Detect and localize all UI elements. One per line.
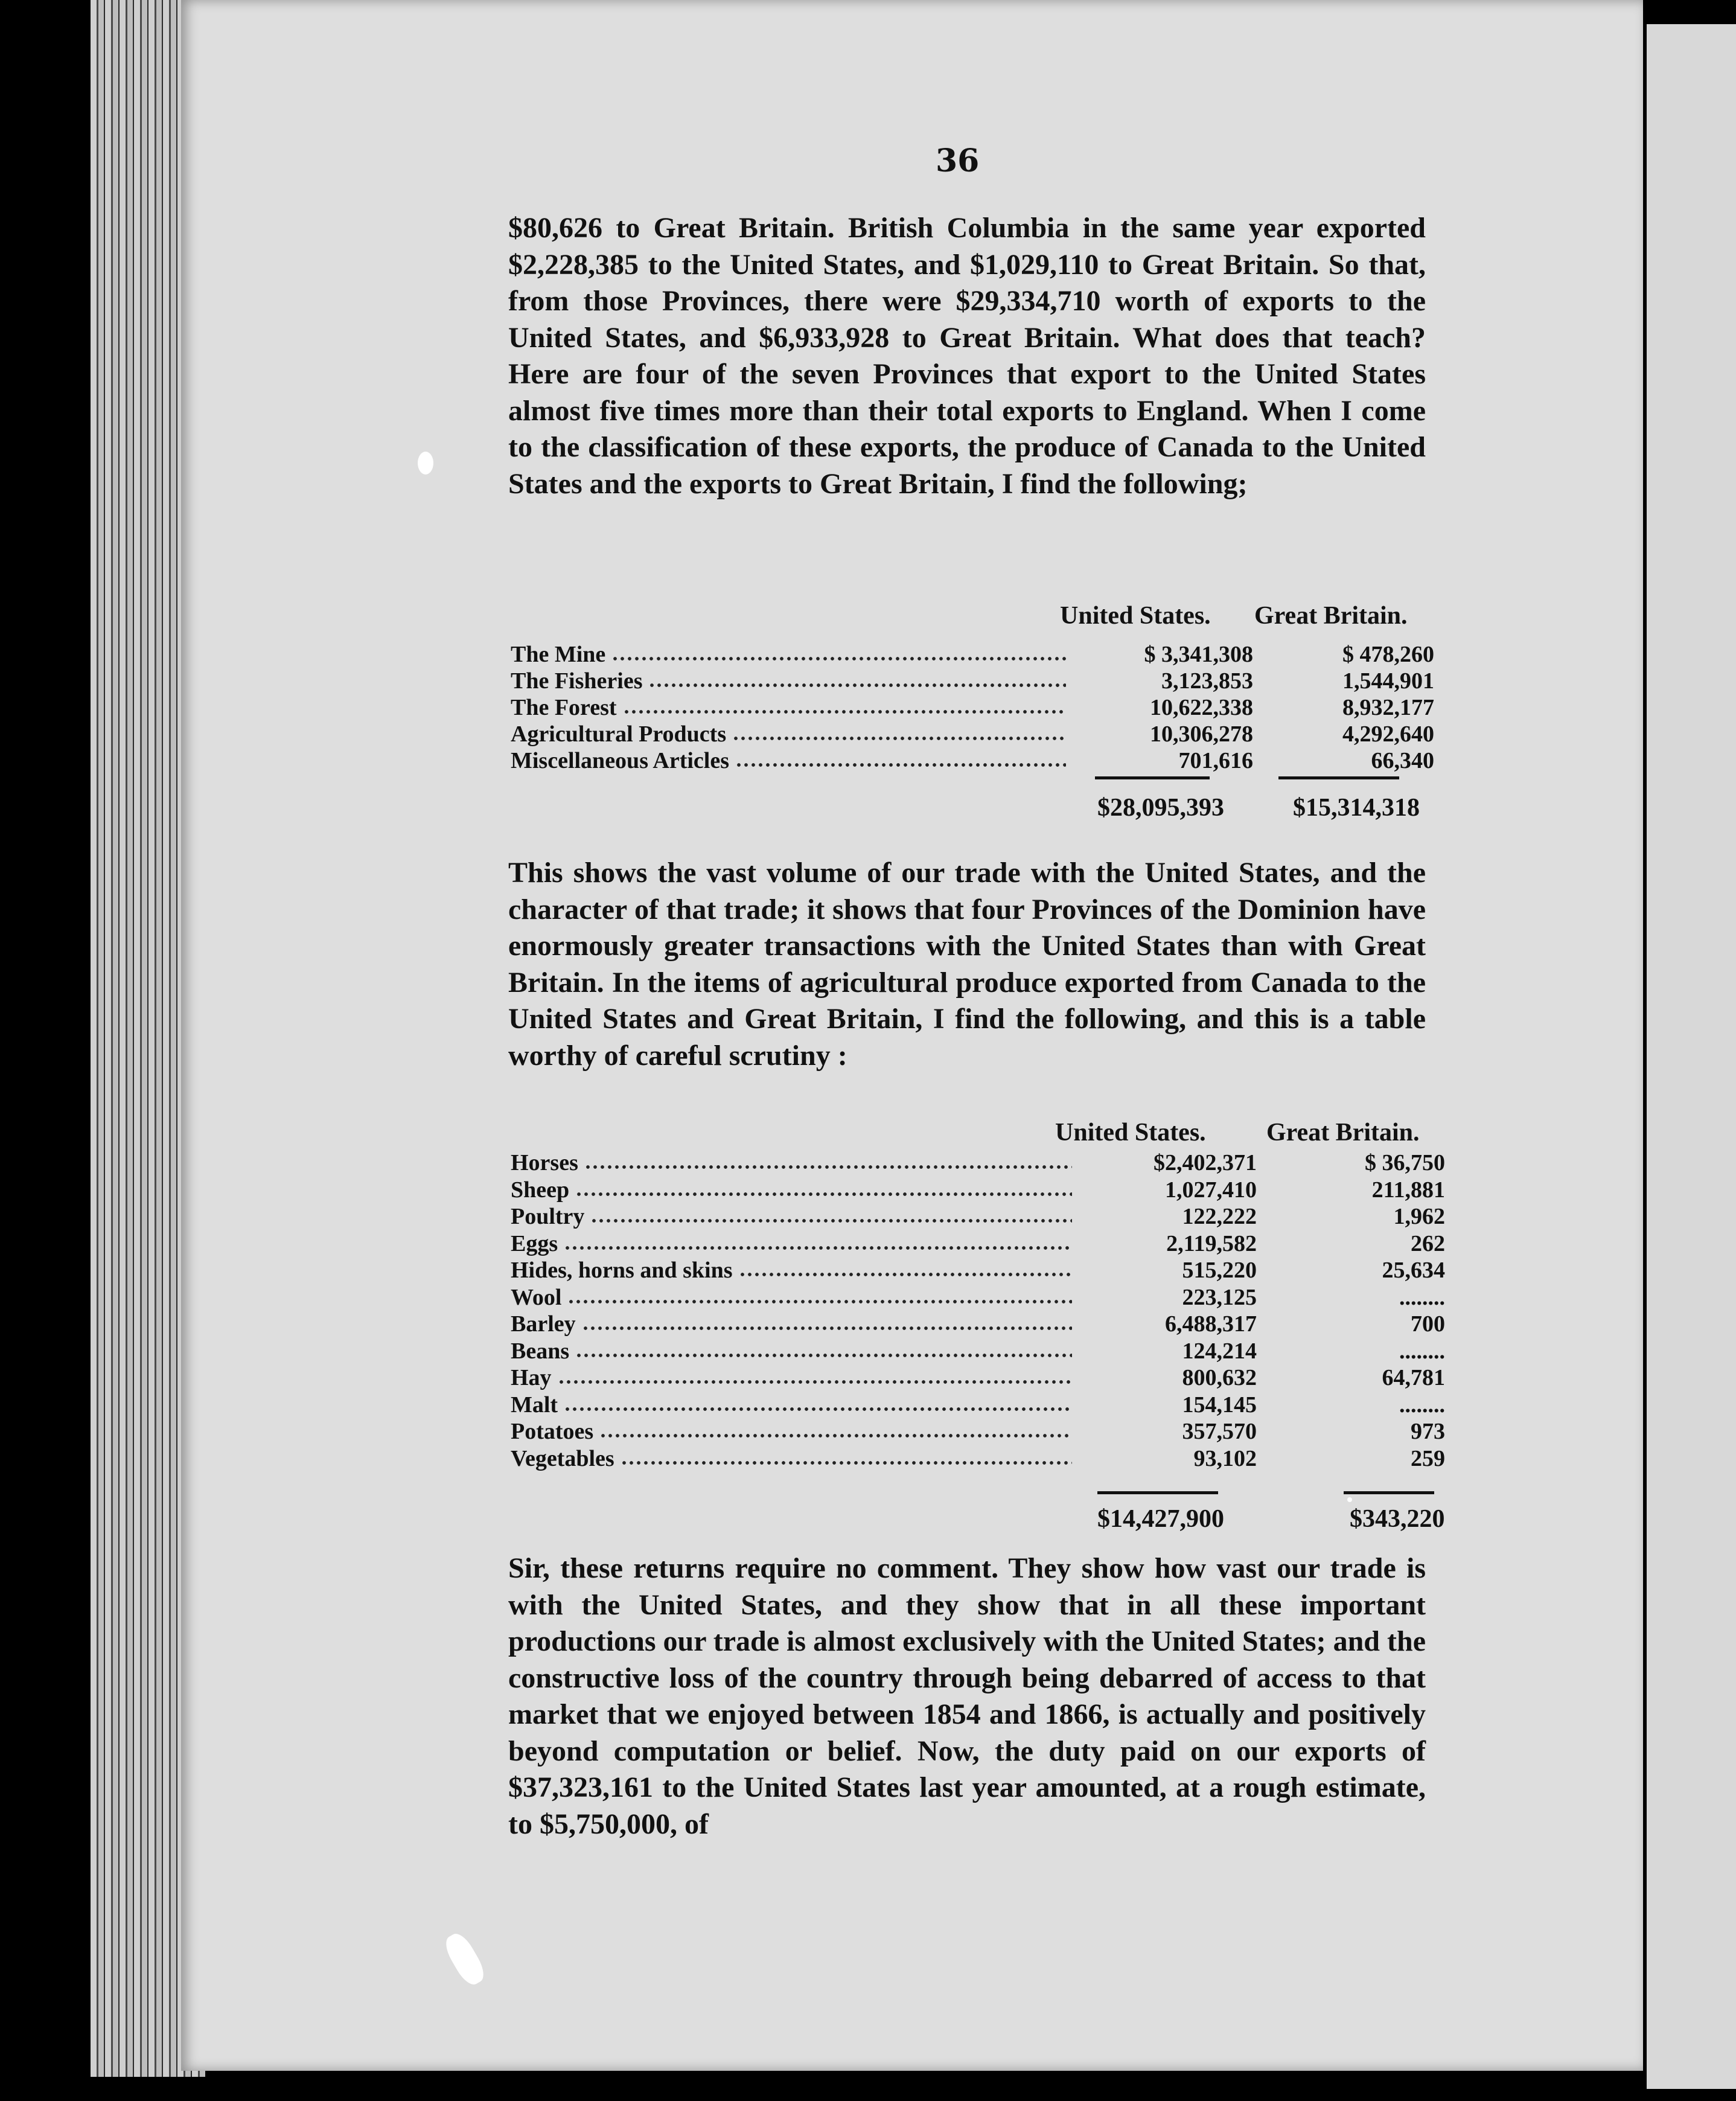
row-value-gb: 700 xyxy=(1411,1311,1445,1337)
row-item-label: Agricultural Products xyxy=(511,721,727,747)
row-value-us: 1,027,410 xyxy=(1165,1177,1257,1203)
table-row xyxy=(511,721,1452,747)
leader-dots xyxy=(599,1434,1072,1437)
leader-dots xyxy=(590,1219,1072,1223)
leader-dots xyxy=(732,737,1066,740)
row-value-us: 122,222 xyxy=(1182,1204,1257,1229)
row-item-label: The Fisheries xyxy=(511,668,643,694)
row-item-label: The Mine xyxy=(511,642,606,667)
row-value-gb: ........ xyxy=(1399,1392,1445,1418)
leader-dots xyxy=(648,683,1066,687)
intro-paragraph xyxy=(508,210,1426,502)
row-value-us: 800,632 xyxy=(1182,1365,1257,1390)
leader-dots xyxy=(582,1326,1072,1330)
table-row xyxy=(511,747,1452,774)
row-value-gb: 8,932,177 xyxy=(1342,695,1434,720)
table-row xyxy=(511,1177,1452,1203)
row-value-gb: ........ xyxy=(1399,1284,1445,1310)
row-value-us: 10,306,278 xyxy=(1150,721,1253,747)
row-item-label: Eggs xyxy=(511,1230,558,1256)
leader-dots xyxy=(735,763,1066,767)
leader-dots xyxy=(739,1273,1073,1276)
row-item-label: Beans xyxy=(511,1338,570,1364)
row-value-us: 124,214 xyxy=(1182,1338,1257,1364)
table2-gb-rule xyxy=(1344,1491,1434,1494)
closing-paragraph xyxy=(508,1550,1426,1843)
row-value-gb: 262 xyxy=(1411,1230,1445,1256)
exports-by-class-table xyxy=(511,601,1452,837)
table2-total-us: $14,427,900 xyxy=(1097,1505,1224,1533)
row-value-gb: 25,634 xyxy=(1382,1258,1445,1283)
leader-dots xyxy=(623,710,1066,714)
row-value-gb: $ 478,260 xyxy=(1342,642,1434,667)
table-row xyxy=(511,1392,1452,1418)
leader-dots xyxy=(584,1165,1072,1169)
row-value-gb: 66,340 xyxy=(1371,748,1434,773)
table1-us-rule xyxy=(1095,776,1210,779)
row-item-label: Sheep xyxy=(511,1177,570,1203)
table-row xyxy=(511,1418,1452,1445)
table1-total-gb: $15,314,318 xyxy=(1293,794,1420,822)
row-item-label: The Forest xyxy=(511,695,617,720)
row-value-gb: 4,292,640 xyxy=(1342,721,1434,747)
closing-paragraph-text: Sir, these returns require no comment. They show how vast our trade is with the United States, and they show that in all these important productions our trade is almost exclusively with the United States; and the constructive loss of the country through being debarred of access to that market that we enjoyed between 1854 and 1866, is actually and positively beyond computation or belief. Now, the duty paid on our exports of $37,323,161 to the United States last year amounted, at a rough estimate, to $5,750,000, of xyxy=(508,1552,1426,1840)
row-value-gb: 1,962 xyxy=(1393,1204,1445,1229)
page-number: 36 xyxy=(936,142,980,179)
table-row xyxy=(511,668,1452,694)
leader-dots xyxy=(567,1300,1072,1303)
scan-speck xyxy=(1347,1497,1352,1502)
row-item-label: Hides, horns and skins xyxy=(511,1258,733,1283)
table-row xyxy=(511,1284,1452,1311)
row-item-label: Wool xyxy=(511,1284,562,1310)
facing-page-edge xyxy=(1647,24,1736,2089)
table-row xyxy=(511,1445,1452,1472)
row-item-label: Barley xyxy=(511,1311,576,1337)
row-value-us: $ 3,341,308 xyxy=(1144,642,1253,667)
leader-dots xyxy=(575,1354,1072,1357)
table-row xyxy=(511,1338,1452,1364)
row-value-gb: 259 xyxy=(1411,1445,1445,1471)
table1-total-us: $28,095,393 xyxy=(1097,794,1224,822)
table-row xyxy=(511,1257,1452,1284)
leader-dots xyxy=(575,1192,1072,1196)
row-value-us: 515,220 xyxy=(1182,1258,1257,1283)
row-value-us: 10,622,338 xyxy=(1150,695,1253,720)
row-value-us: 357,570 xyxy=(1182,1419,1257,1444)
leader-dots xyxy=(621,1461,1072,1465)
row-value-us: 223,125 xyxy=(1182,1284,1257,1310)
table-row xyxy=(511,641,1452,668)
row-value-us: 6,488,317 xyxy=(1165,1311,1257,1337)
leader-dots xyxy=(564,1407,1072,1411)
table-row xyxy=(511,1311,1452,1337)
row-value-gb: 64,781 xyxy=(1382,1365,1445,1390)
agricultural-exports-table xyxy=(511,1118,1452,1541)
row-value-us: 3,123,853 xyxy=(1161,668,1253,694)
row-item-label: Hay xyxy=(511,1365,552,1390)
row-item-label: Poultry xyxy=(511,1204,585,1229)
table1-gb-rule xyxy=(1278,776,1399,779)
row-value-gb: ........ xyxy=(1399,1338,1445,1364)
row-value-gb: $ 36,750 xyxy=(1365,1150,1445,1175)
scan-speck xyxy=(418,452,433,475)
table1-header-gb: Great Britain. xyxy=(1254,602,1408,630)
intro-paragraph-text: $80,626 to Great Britain. British Columbia in the same year exported $2,228,385 to the United States, and $1,029,110 to Great Britain. So that, from those Provinces, there were $29,334,710 worth of exports to the United States, and $6,933,928 to Great Britain. What does that teach? Here are four of the seven Provinces that export to the United States almost five times more than their total exports to England. When I come to the classification of these exports, the produce of Canada to the United States and the exports to Great Britain, I find the following; xyxy=(508,212,1426,500)
row-value-us: 2,119,582 xyxy=(1166,1230,1257,1256)
table-row xyxy=(511,1150,1452,1176)
row-value-us: 154,145 xyxy=(1182,1392,1257,1418)
table-row xyxy=(511,694,1452,721)
row-item-label: Vegetables xyxy=(511,1445,614,1471)
leader-dots xyxy=(558,1380,1072,1384)
row-item-label: Horses xyxy=(511,1150,578,1175)
row-item-label: Miscellaneous Articles xyxy=(511,748,729,773)
table-row xyxy=(511,1364,1452,1391)
table2-us-rule xyxy=(1097,1491,1218,1494)
row-value-us: 93,102 xyxy=(1193,1445,1257,1471)
middle-paragraph-text: This shows the vast volume of our trade with the United States, and the character of that trade; it shows that four Provinces of the Dominion have enormously greater transactions with the United States than with Great Britain. In the items of agricultural produce exported from Canada to the United States and Great Britain, I find the following, and this is a table worthy of careful scrutiny : xyxy=(508,857,1426,1072)
row-value-us: $2,402,371 xyxy=(1154,1150,1257,1175)
leader-dots xyxy=(611,657,1066,660)
row-item-label: Potatoes xyxy=(511,1419,594,1444)
row-value-gb: 211,881 xyxy=(1371,1177,1445,1203)
table-row xyxy=(511,1230,1452,1257)
table2-header-gb: Great Britain. xyxy=(1266,1119,1420,1146)
row-item-label: Malt xyxy=(511,1392,558,1418)
middle-paragraph xyxy=(508,855,1426,1074)
table2-total-gb: $343,220 xyxy=(1350,1505,1445,1533)
row-value-gb: 973 xyxy=(1411,1419,1445,1444)
table2-header-us: United States. xyxy=(1055,1119,1206,1146)
leader-dots xyxy=(564,1246,1072,1250)
table1-header-us: United States. xyxy=(1060,602,1211,630)
table-row xyxy=(511,1203,1452,1230)
row-value-gb: 1,544,901 xyxy=(1342,668,1434,694)
row-value-us: 701,616 xyxy=(1178,748,1253,773)
